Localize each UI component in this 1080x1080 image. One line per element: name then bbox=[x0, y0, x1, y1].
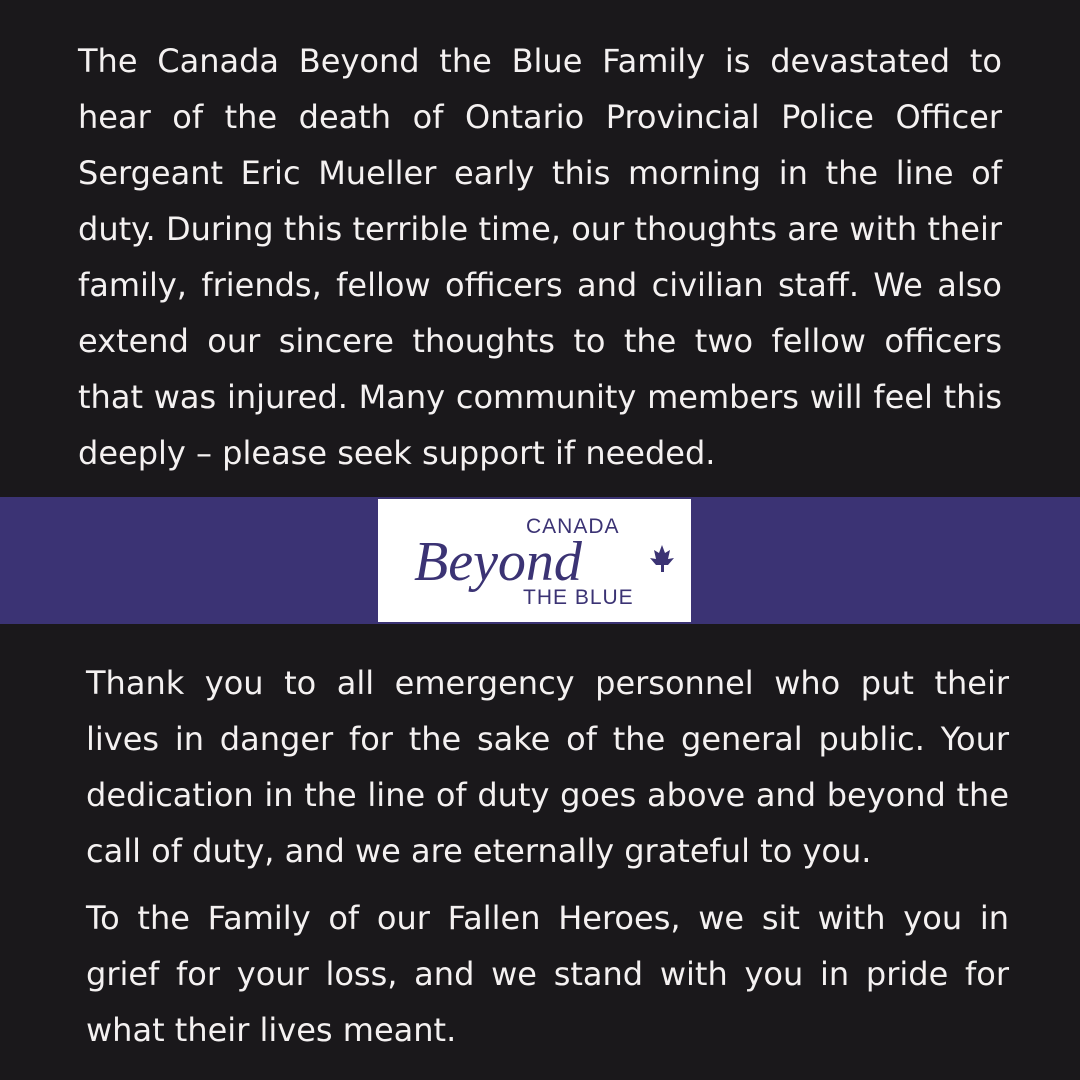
bottom-paragraph: To the Family of our Fallen Heroes, we sit with you in grief for your loss, and we stand with you in pride for what their lives meant. bbox=[86, 899, 1009, 1049]
logo-graphic bbox=[378, 499, 691, 622]
canada-beyond-the-blue-logo bbox=[378, 499, 691, 622]
maple-leaf-icon bbox=[650, 545, 674, 572]
middle-paragraph: Thank you to all emergency personnel who put their lives in danger for the sake of the general public. Your dedication in the line of duty goes above and beyond the call of duty, and we are eternally grateful to you. bbox=[86, 664, 1009, 870]
logo-top-word: CANADA bbox=[526, 515, 620, 538]
logo-script-word: Beyond bbox=[414, 531, 582, 593]
top-paragraph: The Canada Beyond the Blue Family is devastated to hear of the death of Ontario Provincial Police Officer Sergeant Eric Mueller early this morning in the line of duty. During this terrible time, our thoughts are with their family, friends, fellow officers and civilian staff. We also extend our sincere thoughts to the two fellow officers that was injured. Many community members will feel this deeply – please seek support if needed. bbox=[78, 42, 1002, 472]
logo-bottom-word: THE BLUE bbox=[523, 586, 634, 609]
